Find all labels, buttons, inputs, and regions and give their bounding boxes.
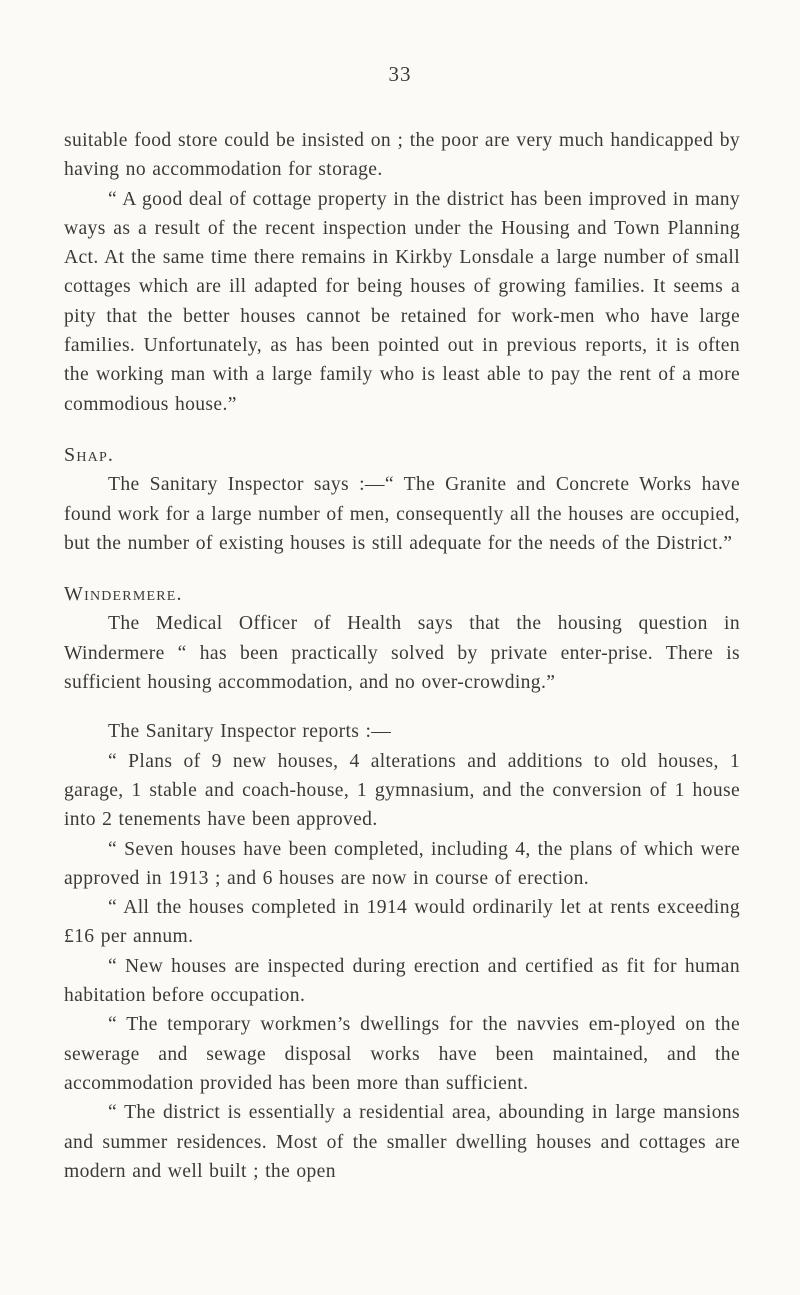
section-heading-windermere: Windermere. xyxy=(64,583,183,606)
paragraph: “ The district is essentially a residential area, abounding in large mansions and summer residences. Most of the smaller dwelling houses and cottages are modern and well built ; the open xyxy=(64,1102,740,1182)
paragraph: “ The temporary workmen’s dwellings for the navvies em-ployed on the sewerage and sewage disposal works have been maintained, and the accommodation provided has been more than sufficient. xyxy=(64,1014,740,1094)
page-body xyxy=(64,126,740,1186)
paragraph: “ Seven houses have been completed, including 4, the plans of which were approved in 1913 ; and 6 houses are now in course of erection. xyxy=(64,838,740,889)
paragraph: “ New houses are inspected during erection and certified as fit for human habitation before occupation. xyxy=(64,955,740,1007)
paragraph: suitable food store could be insisted on ; the poor are very much handicapped by having no accommodation for storage. xyxy=(64,130,740,181)
section-heading-shap: Shap. xyxy=(64,443,115,466)
paragraph: “ All the houses completed in 1914 would ordinarily let at rents exceeding £16 per annum. xyxy=(64,897,740,948)
paragraph: “ A good deal of cottage property in the district has been improved in many ways as a result of the recent inspection under the Housing and Town Planning Act. At the same time there remains in Kirkby Lonsdale a large number of small cottages which are ill adapted for being houses of growing families. It seems a pity that the better houses cannot be retained for work-men who have large families. Unfortunately, as has been pointed out in previous reports, it is often the working man with a large family who is least able to pay the rent of a more commodious house.” xyxy=(64,188,740,415)
paragraph: The Sanitary Inspector reports :— xyxy=(108,721,392,743)
paragraph: “ Plans of 9 new houses, 4 alterations and additions to old houses, 1 garage, 1 stable and coach-house, 1 gymnasium, and the conversion of 1 house into 2 tenements have been approved. xyxy=(64,750,740,831)
paragraph: The Medical Officer of Health says that the housing question in Windermere “ has been practically solved by private enter-prise. There is sufficient housing accommodation, and no over-crowding.” xyxy=(64,613,740,694)
paragraph: The Sanitary Inspector says :—“ The Granite and Concrete Works have found work for a large number of men, consequently all the houses are occupied, but the number of existing houses is still adequate for the needs of the District.” xyxy=(64,474,740,554)
page-number: 33 xyxy=(388,62,412,86)
